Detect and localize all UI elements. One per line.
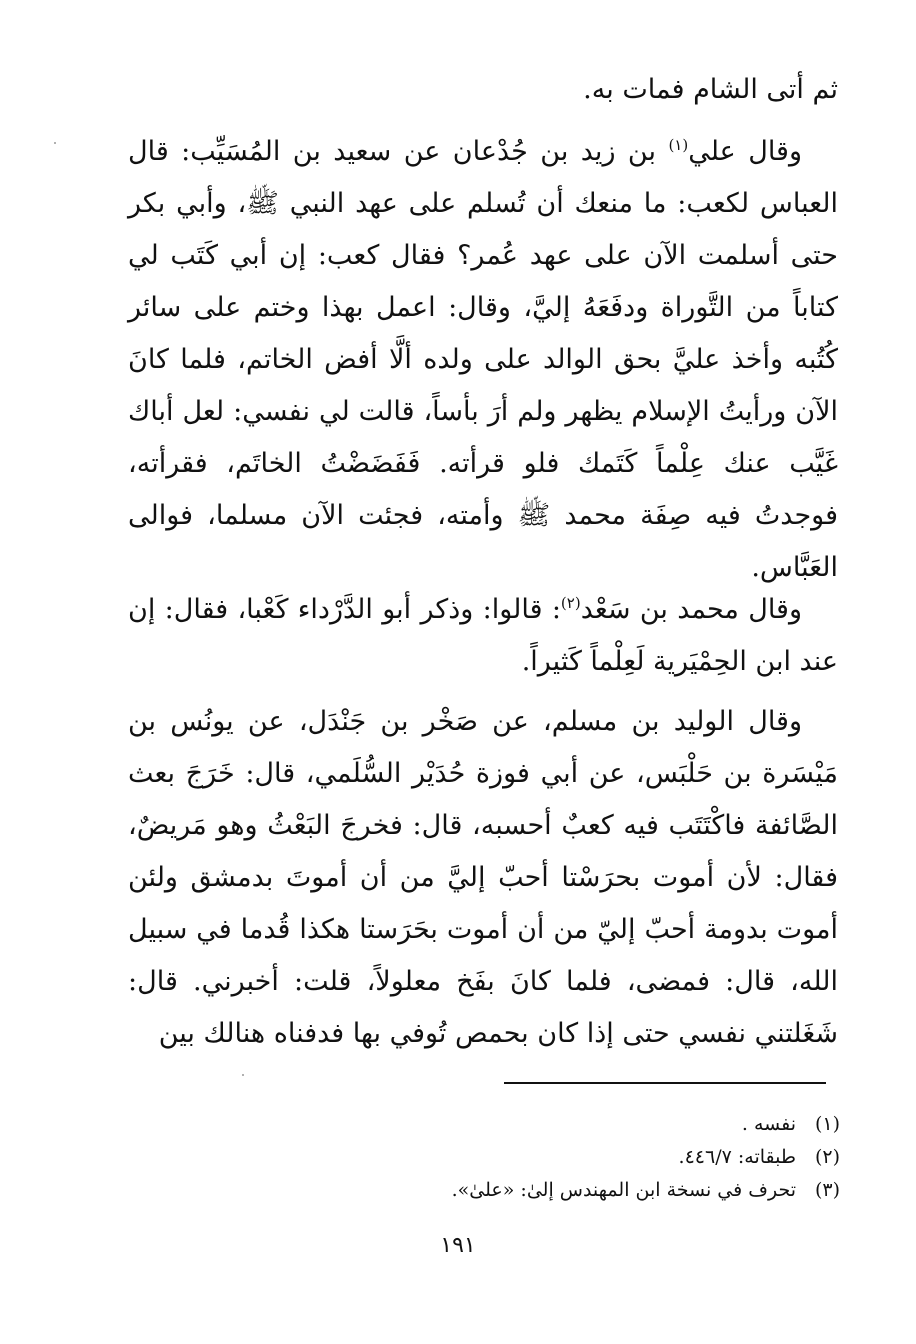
footnote-number: (١) (814, 1113, 840, 1135)
footnotes (128, 1108, 840, 1207)
footnote (128, 1174, 840, 1207)
footnote (128, 1108, 840, 1141)
footnote-text: نفسه . (741, 1113, 796, 1135)
main-text-paragraph-4 (128, 696, 838, 1060)
text-run: وقال الوليد بن مسلم، عن صَخْر بن جَنْدَل، عن يونُس بن مَيْسَرة بن حَلْبَس، عن أبي فوزة حُدَيْر السُّلَمي، قال: خَرَجَ بعث الصَّائفة فاكْتَتَب فيه كعبٌ أحسبه، قال: فخرجَ البَعْثُ وهو مَريضٌ، فقال: لأن أموت بحرَسْتا أحبّ إليَّ من أن أموتَ بدمشق ولئن أموت بدومة أحبّ إليّ من أن أموت بحَرَستا هكذا قُدما في سبيل الله، قال: فمضى، فلما كانَ بفَخ معلولاً، قلت: أخبرني. قال: شَغَلتني نفسي حتى إذا كان بحمص تُوفي بها فدفناه هنالك بين (128, 706, 838, 1049)
footnote-reference[interactable]: (٢) (560, 594, 581, 612)
footnote-separator-rule (504, 1082, 826, 1084)
text-run: بن زيد بن جُدْعان عن سعيد بن المُسَيِّب: قال العباس لكعب: ما منعك أن تُسلم على عهد النبي ﷺ، وأبي بكر حتى أسلمت الآن على عهد عُمر؟ فقال كعب: إن أبي كَتَب لي كتاباً من التَّوراة ودفَعَهُ إليَّ، وقال: اعمل بهذا وختم على سائر كُتُبه وأخذ عليَّ بحق الوالد على ولده ألَّا أفض الخاتم، فلما كانَ الآن ورأيتُ الإسلام يظهر ولم أرَ بأساً، قالت لي نفسي: لعل أباك غَيَّب عنك عِلْماً كَتَمك فلو قرأته. فَفَضَضْتُ الخاتَم، فقرأته، فوجدتُ فيه صِفَة محمد ﷺ وأمته، فجئت الآن مسلما، فوالى العَبَّاس. (128, 136, 838, 583)
paragraph (128, 126, 838, 594)
paragraph (128, 696, 838, 1060)
text-run: وقال محمد بن سَعْد (580, 594, 802, 625)
paragraph (128, 64, 838, 116)
footnote-number: (٢) (814, 1146, 840, 1168)
footnote-text: تحرف في نسخة ابن المهندس إلىٰ: «علىٰ». (451, 1179, 796, 1201)
scan-speck (54, 142, 56, 144)
text-run: وقال علي (688, 136, 802, 167)
text-run: ثم أتى الشام فمات به. (583, 74, 838, 105)
footnote-reference[interactable]: (١) (668, 136, 689, 154)
page-number: ١٩١ (440, 1233, 476, 1258)
main-text-paragraph-1 (128, 64, 838, 116)
main-text-paragraph-3 (128, 584, 838, 688)
scan-speck (242, 1074, 244, 1076)
paragraph (128, 584, 838, 688)
footnote-text: طبقاته: ٤٤٦/٧. (678, 1146, 796, 1168)
footnote (128, 1141, 840, 1174)
text-run: : قالوا: وذكر أبو الدَّرْداء كَعْبا، فقال: إن عند ابن الحِمْيَرية لَعِلْماً كَثيراً. (128, 594, 838, 677)
main-text-paragraph-2 (128, 126, 838, 594)
footnote-number: (٣) (814, 1179, 840, 1201)
